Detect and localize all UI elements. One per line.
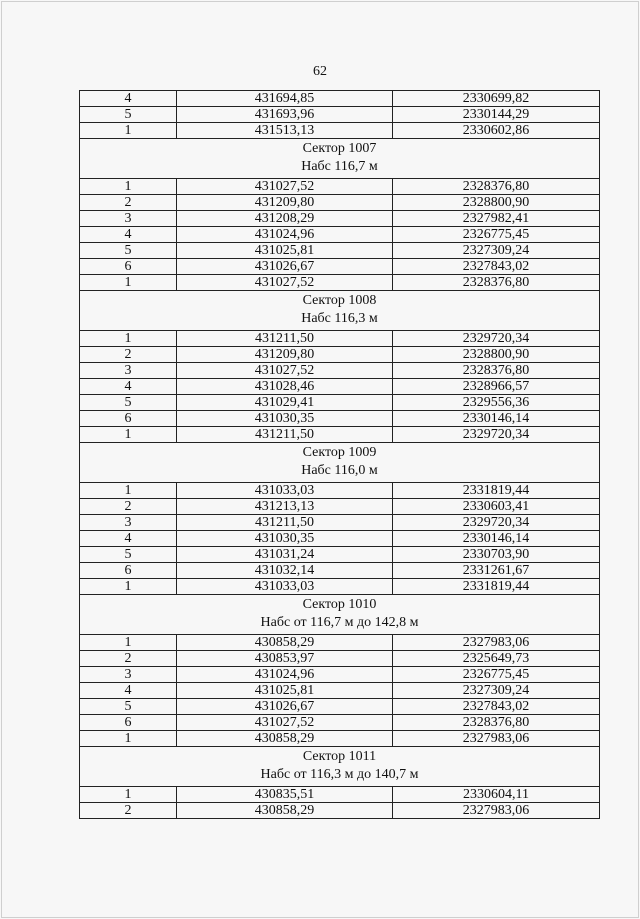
x-coordinate-cell: 431209,80 [177,347,393,363]
table-row [80,531,600,547]
sector-height: Набс 116,7 м [301,158,378,174]
y-coordinate-cell: 2327309,24 [393,243,600,259]
point-number-cell: 4 [80,531,177,547]
x-coordinate-cell: 431211,50 [177,331,393,347]
point-number-cell: 6 [80,259,177,275]
table-row [80,699,600,715]
table-row [80,195,600,211]
sector-height: Набс 116,3 м [301,310,378,326]
x-coordinate-cell: 431033,03 [177,579,393,595]
table-row [80,803,600,819]
sector-height: Набс 116,0 м [301,462,378,478]
point-number-cell: 3 [80,363,177,379]
y-coordinate-cell: 2328376,80 [393,275,600,291]
y-coordinate-cell: 2327983,06 [393,635,600,651]
sector-header-cell [80,139,600,179]
x-coordinate-cell: 431693,96 [177,107,393,123]
point-number-cell: 5 [80,107,177,123]
point-number-cell: 2 [80,347,177,363]
x-coordinate-cell: 431211,50 [177,427,393,443]
y-coordinate-cell: 2327843,02 [393,699,600,715]
table-row [80,683,600,699]
y-coordinate-cell: 2330699,82 [393,91,600,107]
point-number-cell: 4 [80,227,177,243]
table-row [80,243,600,259]
point-number-cell: 6 [80,563,177,579]
y-coordinate-cell: 2330604,11 [393,787,600,803]
y-coordinate-cell: 2328376,80 [393,715,600,731]
table-row [80,731,600,747]
y-coordinate-cell: 2327843,02 [393,259,600,275]
point-number-cell: 1 [80,787,177,803]
point-number-cell: 1 [80,331,177,347]
x-coordinate-cell: 430858,29 [177,803,393,819]
y-coordinate-cell: 2328376,80 [393,363,600,379]
y-coordinate-cell: 2330146,14 [393,531,600,547]
y-coordinate-cell: 2330146,14 [393,411,600,427]
table-row [80,499,600,515]
x-coordinate-cell: 431027,52 [177,275,393,291]
x-coordinate-cell: 431024,96 [177,667,393,683]
table-row [80,259,600,275]
point-number-cell: 3 [80,211,177,227]
point-number-cell: 4 [80,683,177,699]
x-coordinate-cell: 431024,96 [177,227,393,243]
x-coordinate-cell: 431030,35 [177,411,393,427]
table-row [80,547,600,563]
x-coordinate-cell: 431694,85 [177,91,393,107]
y-coordinate-cell: 2329720,34 [393,331,600,347]
y-coordinate-cell: 2328800,90 [393,195,600,211]
sector-header-cell [80,747,600,787]
y-coordinate-cell: 2327982,41 [393,211,600,227]
x-coordinate-cell: 431027,52 [177,715,393,731]
sector-header-cell [80,291,600,331]
y-coordinate-cell: 2328966,57 [393,379,600,395]
x-coordinate-cell: 430835,51 [177,787,393,803]
table-row [80,107,600,123]
table-row [80,211,600,227]
sector-height: Набс от 116,7 м до 142,8 м [260,614,419,630]
x-coordinate-cell: 430858,29 [177,731,393,747]
table-row [80,363,600,379]
table-row [80,379,600,395]
table-row [80,331,600,347]
point-number-cell: 5 [80,547,177,563]
point-number-cell: 1 [80,579,177,595]
x-coordinate-cell: 430853,97 [177,651,393,667]
table-row [80,395,600,411]
x-coordinate-cell: 431025,81 [177,243,393,259]
coordinates-table-body [80,91,600,819]
table-row [80,563,600,579]
y-coordinate-cell: 2325649,73 [393,651,600,667]
point-number-cell: 2 [80,803,177,819]
point-number-cell: 1 [80,483,177,499]
x-coordinate-cell: 431513,13 [177,123,393,139]
x-coordinate-cell: 431209,80 [177,195,393,211]
point-number-cell: 1 [80,635,177,651]
x-coordinate-cell: 431027,52 [177,179,393,195]
table-row [80,123,600,139]
x-coordinate-cell: 431033,03 [177,483,393,499]
table-row [80,579,600,595]
x-coordinate-cell: 431031,24 [177,547,393,563]
table-row [80,411,600,427]
point-number-cell: 4 [80,91,177,107]
point-number-cell: 4 [80,379,177,395]
point-number-cell: 5 [80,395,177,411]
x-coordinate-cell: 431032,14 [177,563,393,579]
point-number-cell: 5 [80,699,177,715]
table-row [80,275,600,291]
table-row [80,91,600,107]
y-coordinate-cell: 2329720,34 [393,427,600,443]
table-row [80,635,600,651]
x-coordinate-cell: 431213,13 [177,499,393,515]
x-coordinate-cell: 431028,46 [177,379,393,395]
y-coordinate-cell: 2330603,41 [393,499,600,515]
sector-header-row [80,291,600,331]
y-coordinate-cell: 2331261,67 [393,563,600,579]
table-row [80,347,600,363]
coordinates-table [79,90,600,819]
y-coordinate-cell: 2330144,29 [393,107,600,123]
x-coordinate-cell: 431208,29 [177,211,393,227]
y-coordinate-cell: 2329720,34 [393,515,600,531]
y-coordinate-cell: 2330703,90 [393,547,600,563]
point-number-cell: 1 [80,275,177,291]
y-coordinate-cell: 2329556,36 [393,395,600,411]
y-coordinate-cell: 2328376,80 [393,179,600,195]
point-number-cell: 2 [80,499,177,515]
x-coordinate-cell: 431027,52 [177,363,393,379]
table-row [80,667,600,683]
table-row [80,427,600,443]
y-coordinate-cell: 2326775,45 [393,667,600,683]
y-coordinate-cell: 2331819,44 [393,579,600,595]
x-coordinate-cell: 431025,81 [177,683,393,699]
x-coordinate-cell: 431026,67 [177,699,393,715]
x-coordinate-cell: 430858,29 [177,635,393,651]
table-row [80,227,600,243]
table-row [80,179,600,195]
point-number-cell: 1 [80,123,177,139]
sector-title: Сектор 1009 [302,444,377,460]
sector-header-row [80,443,600,483]
point-number-cell: 1 [80,731,177,747]
sector-title: Сектор 1007 [302,140,377,156]
point-number-cell: 1 [80,427,177,443]
point-number-cell: 3 [80,515,177,531]
table-row [80,651,600,667]
x-coordinate-cell: 431029,41 [177,395,393,411]
y-coordinate-cell: 2331819,44 [393,483,600,499]
y-coordinate-cell: 2330602,86 [393,123,600,139]
x-coordinate-cell: 431026,67 [177,259,393,275]
point-number-cell: 5 [80,243,177,259]
point-number-cell: 2 [80,195,177,211]
x-coordinate-cell: 431030,35 [177,531,393,547]
y-coordinate-cell: 2327983,06 [393,803,600,819]
sector-title: Сектор 1011 [302,748,377,764]
point-number-cell: 1 [80,179,177,195]
point-number-cell: 3 [80,667,177,683]
sector-header-row [80,595,600,635]
point-number-cell: 2 [80,651,177,667]
point-number-cell: 6 [80,715,177,731]
sector-header-cell [80,595,600,635]
point-number-cell: 6 [80,411,177,427]
y-coordinate-cell: 2326775,45 [393,227,600,243]
table-row [80,515,600,531]
sector-header-row [80,747,600,787]
table-row [80,787,600,803]
sector-height: Набс от 116,3 м до 140,7 м [260,766,419,782]
table-row [80,715,600,731]
page-number: 62 [313,64,327,79]
sector-header-row [80,139,600,179]
x-coordinate-cell: 431211,50 [177,515,393,531]
y-coordinate-cell: 2327983,06 [393,731,600,747]
sector-header-cell [80,443,600,483]
sector-title: Сектор 1008 [302,292,377,308]
table-row [80,483,600,499]
y-coordinate-cell: 2327309,24 [393,683,600,699]
y-coordinate-cell: 2328800,90 [393,347,600,363]
sector-title: Сектор 1010 [302,596,377,612]
